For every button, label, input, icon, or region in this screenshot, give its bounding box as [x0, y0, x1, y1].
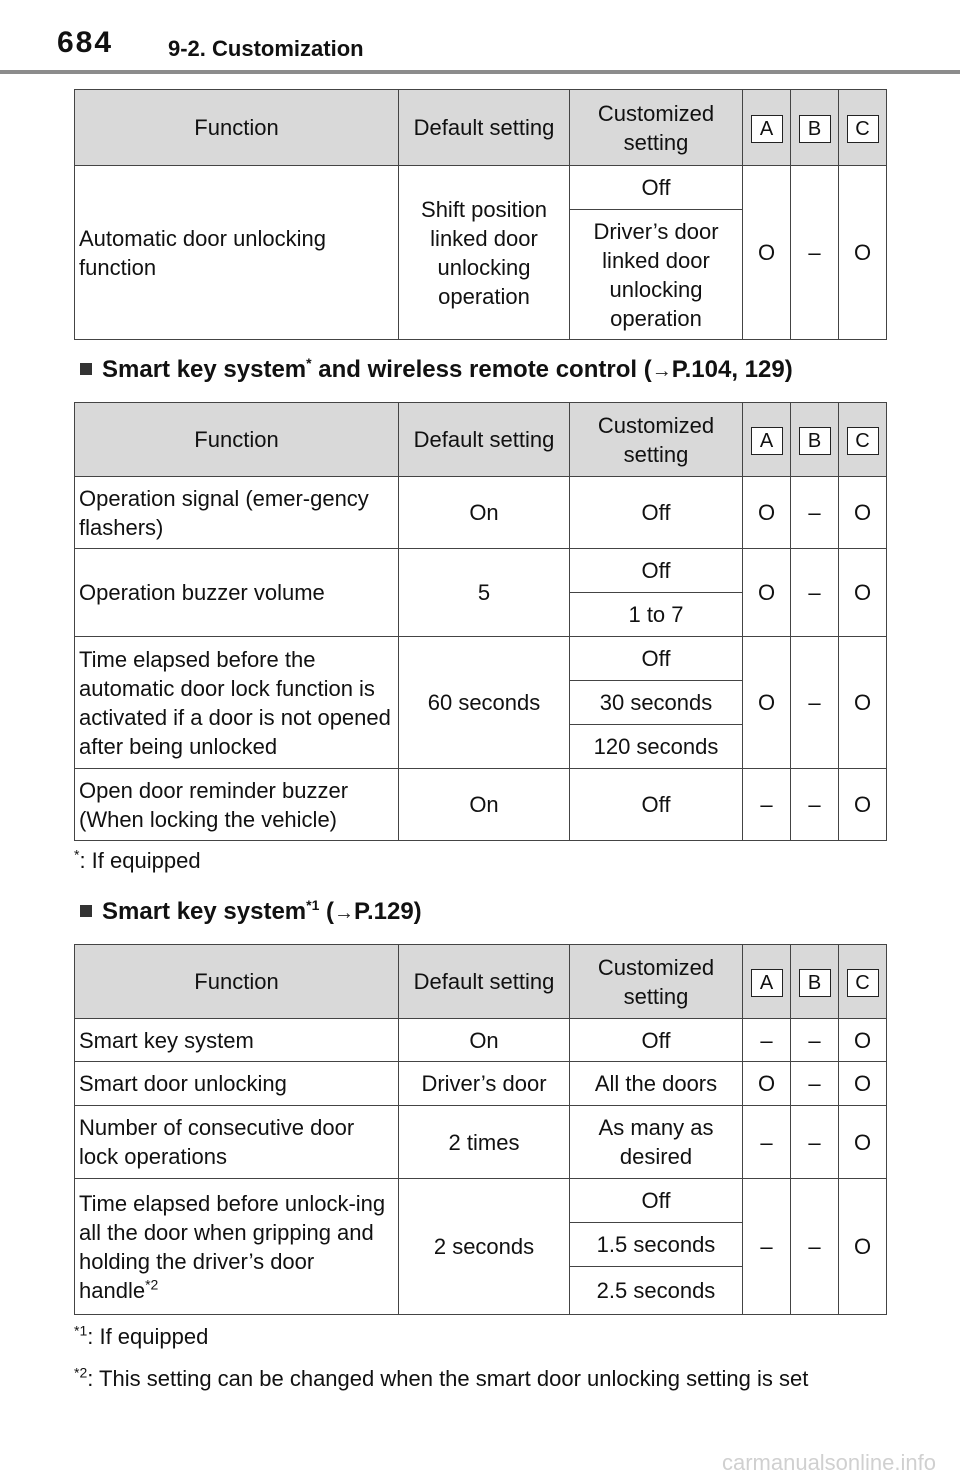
col-b-box: B — [799, 427, 831, 455]
function-cell: Time elapsed before the automatic door lock function is activated if a door is not opened after being unlocked — [75, 637, 399, 769]
b-cell: – — [791, 477, 839, 549]
a-cell: O — [743, 637, 791, 769]
b-cell: – — [791, 549, 839, 637]
page-reference-link[interactable]: P.104, 129) — [671, 356, 793, 383]
function-cell: Operation signal (emer-gency flashers) — [75, 477, 399, 549]
function-cell: Time elapsed before unlock-ing all the door when gripping and holding the driver’s door handle$^{*2}$ — [75, 1179, 399, 1315]
b-cell: – — [791, 166, 839, 340]
b-cell: – — [791, 637, 839, 769]
custom-cell: Off — [570, 477, 743, 549]
table-row — [75, 166, 887, 210]
col-customized: Customized setting — [570, 403, 743, 477]
default-cell: On — [399, 769, 570, 841]
function-cell: Automatic door unlocking function — [75, 166, 399, 340]
bullet-icon — [80, 363, 92, 375]
table-header-row — [75, 90, 887, 166]
col-default: Default setting — [399, 90, 570, 166]
c-cell: O — [839, 1106, 887, 1179]
b-cell: – — [791, 1179, 839, 1315]
b-cell: – — [791, 1062, 839, 1106]
c-cell: O — [839, 1179, 887, 1315]
b-cell: – — [791, 1019, 839, 1062]
c-cell: O — [839, 549, 887, 637]
custom-cell: Off — [570, 549, 743, 593]
col-c-box: C — [847, 427, 879, 455]
table-row — [75, 1179, 887, 1223]
page-reference-link[interactable]: P.129) — [354, 898, 422, 925]
footnote-2: $^{*2}$: This setting can be changed when the smart door unlocking setting is set — [74, 1364, 809, 1391]
smart-key-table — [74, 944, 887, 1315]
col-default: Default setting — [399, 945, 570, 1019]
b-cell: – — [791, 1106, 839, 1179]
custom-cell: 1.5 seconds — [570, 1223, 743, 1267]
table-header-row — [75, 403, 887, 477]
custom-cell: 2.5 seconds — [570, 1267, 743, 1315]
footnote-1: $^{*1}$: If equipped — [74, 1322, 209, 1349]
page-header — [0, 0, 960, 76]
a-cell: O — [743, 166, 791, 340]
default-cell: 5 — [399, 549, 570, 637]
col-default: Default setting — [399, 403, 570, 477]
function-cell: Operation buzzer volume — [75, 549, 399, 637]
default-cell: On — [399, 477, 570, 549]
c-cell: O — [839, 477, 887, 549]
table-row — [75, 637, 887, 681]
c-cell: O — [839, 166, 887, 340]
function-cell: Open door reminder buzzer (When locking the vehicle) — [75, 769, 399, 841]
table-header-row — [75, 945, 887, 1019]
custom-cell: Off — [570, 1019, 743, 1062]
table-row — [75, 477, 887, 549]
c-cell: O — [839, 769, 887, 841]
col-function: Function — [75, 90, 399, 166]
default-cell: 2 seconds — [399, 1179, 570, 1315]
section-title: 9-2. Customization — [168, 36, 364, 61]
custom-cell: 1 to 7 — [570, 593, 743, 637]
col-customized: Customized setting — [570, 945, 743, 1019]
a-cell: O — [743, 1062, 791, 1106]
c-cell: O — [839, 1019, 887, 1062]
col-function: Function — [75, 403, 399, 477]
table-row — [75, 549, 887, 593]
table-row — [75, 769, 887, 841]
custom-cell: Off — [570, 1179, 743, 1223]
col-b-box: B — [799, 969, 831, 997]
col-c-box: C — [847, 969, 879, 997]
smart-key-remote-heading: Smart key system* and wireless remote control (→P.104, 129) — [80, 356, 793, 384]
table-row — [75, 1019, 887, 1062]
page-number: 684 — [57, 26, 114, 59]
col-a-box: A — [751, 427, 783, 455]
a-cell: – — [743, 769, 791, 841]
c-cell: O — [839, 637, 887, 769]
c-cell: O — [839, 1062, 887, 1106]
b-cell: – — [791, 769, 839, 841]
watermark: carmanualsonline.info — [721, 1450, 936, 1475]
default-cell: 2 times — [399, 1106, 570, 1179]
custom-cell: Driver’s door linked door unlocking operation — [570, 210, 743, 340]
a-cell: – — [743, 1106, 791, 1179]
col-a-box: A — [751, 969, 783, 997]
table-row — [75, 1062, 887, 1106]
door-unlock-table — [74, 89, 887, 340]
a-cell: – — [743, 1179, 791, 1315]
custom-cell: Off — [570, 769, 743, 841]
bullet-icon — [80, 905, 92, 917]
col-b-box: B — [799, 115, 831, 143]
default-cell: On — [399, 1019, 570, 1062]
function-cell: Smart key system — [75, 1019, 399, 1062]
custom-cell: Off — [570, 166, 743, 210]
a-cell: – — [743, 1019, 791, 1062]
header-divider — [0, 70, 960, 74]
custom-cell: 30 seconds — [570, 681, 743, 725]
col-c-box: C — [847, 115, 879, 143]
smart-key-heading: Smart key system$^{*1}$ (→P.129) — [80, 898, 422, 926]
footnote-if-equipped: *: If equipped — [74, 846, 201, 873]
default-cell: Driver’s door — [399, 1062, 570, 1106]
default-cell: 60 seconds — [399, 637, 570, 769]
arrow-right-icon: → — [334, 902, 355, 924]
custom-cell: Off — [570, 637, 743, 681]
col-function: Function — [75, 945, 399, 1019]
function-cell: Number of consecutive door lock operations — [75, 1106, 399, 1179]
col-customized: Customized setting — [570, 90, 743, 166]
col-a-box: A — [751, 115, 783, 143]
custom-cell: All the doors — [570, 1062, 743, 1106]
custom-cell: As many as desired — [570, 1106, 743, 1179]
default-cell: Shift position linked door unlocking operation — [399, 166, 570, 340]
a-cell: O — [743, 477, 791, 549]
function-cell: Smart door unlocking — [75, 1062, 399, 1106]
smart-key-remote-table — [74, 402, 887, 841]
a-cell: O — [743, 549, 791, 637]
table-row — [75, 1106, 887, 1179]
arrow-right-icon: → — [651, 360, 672, 382]
custom-cell: 120 seconds — [570, 725, 743, 769]
